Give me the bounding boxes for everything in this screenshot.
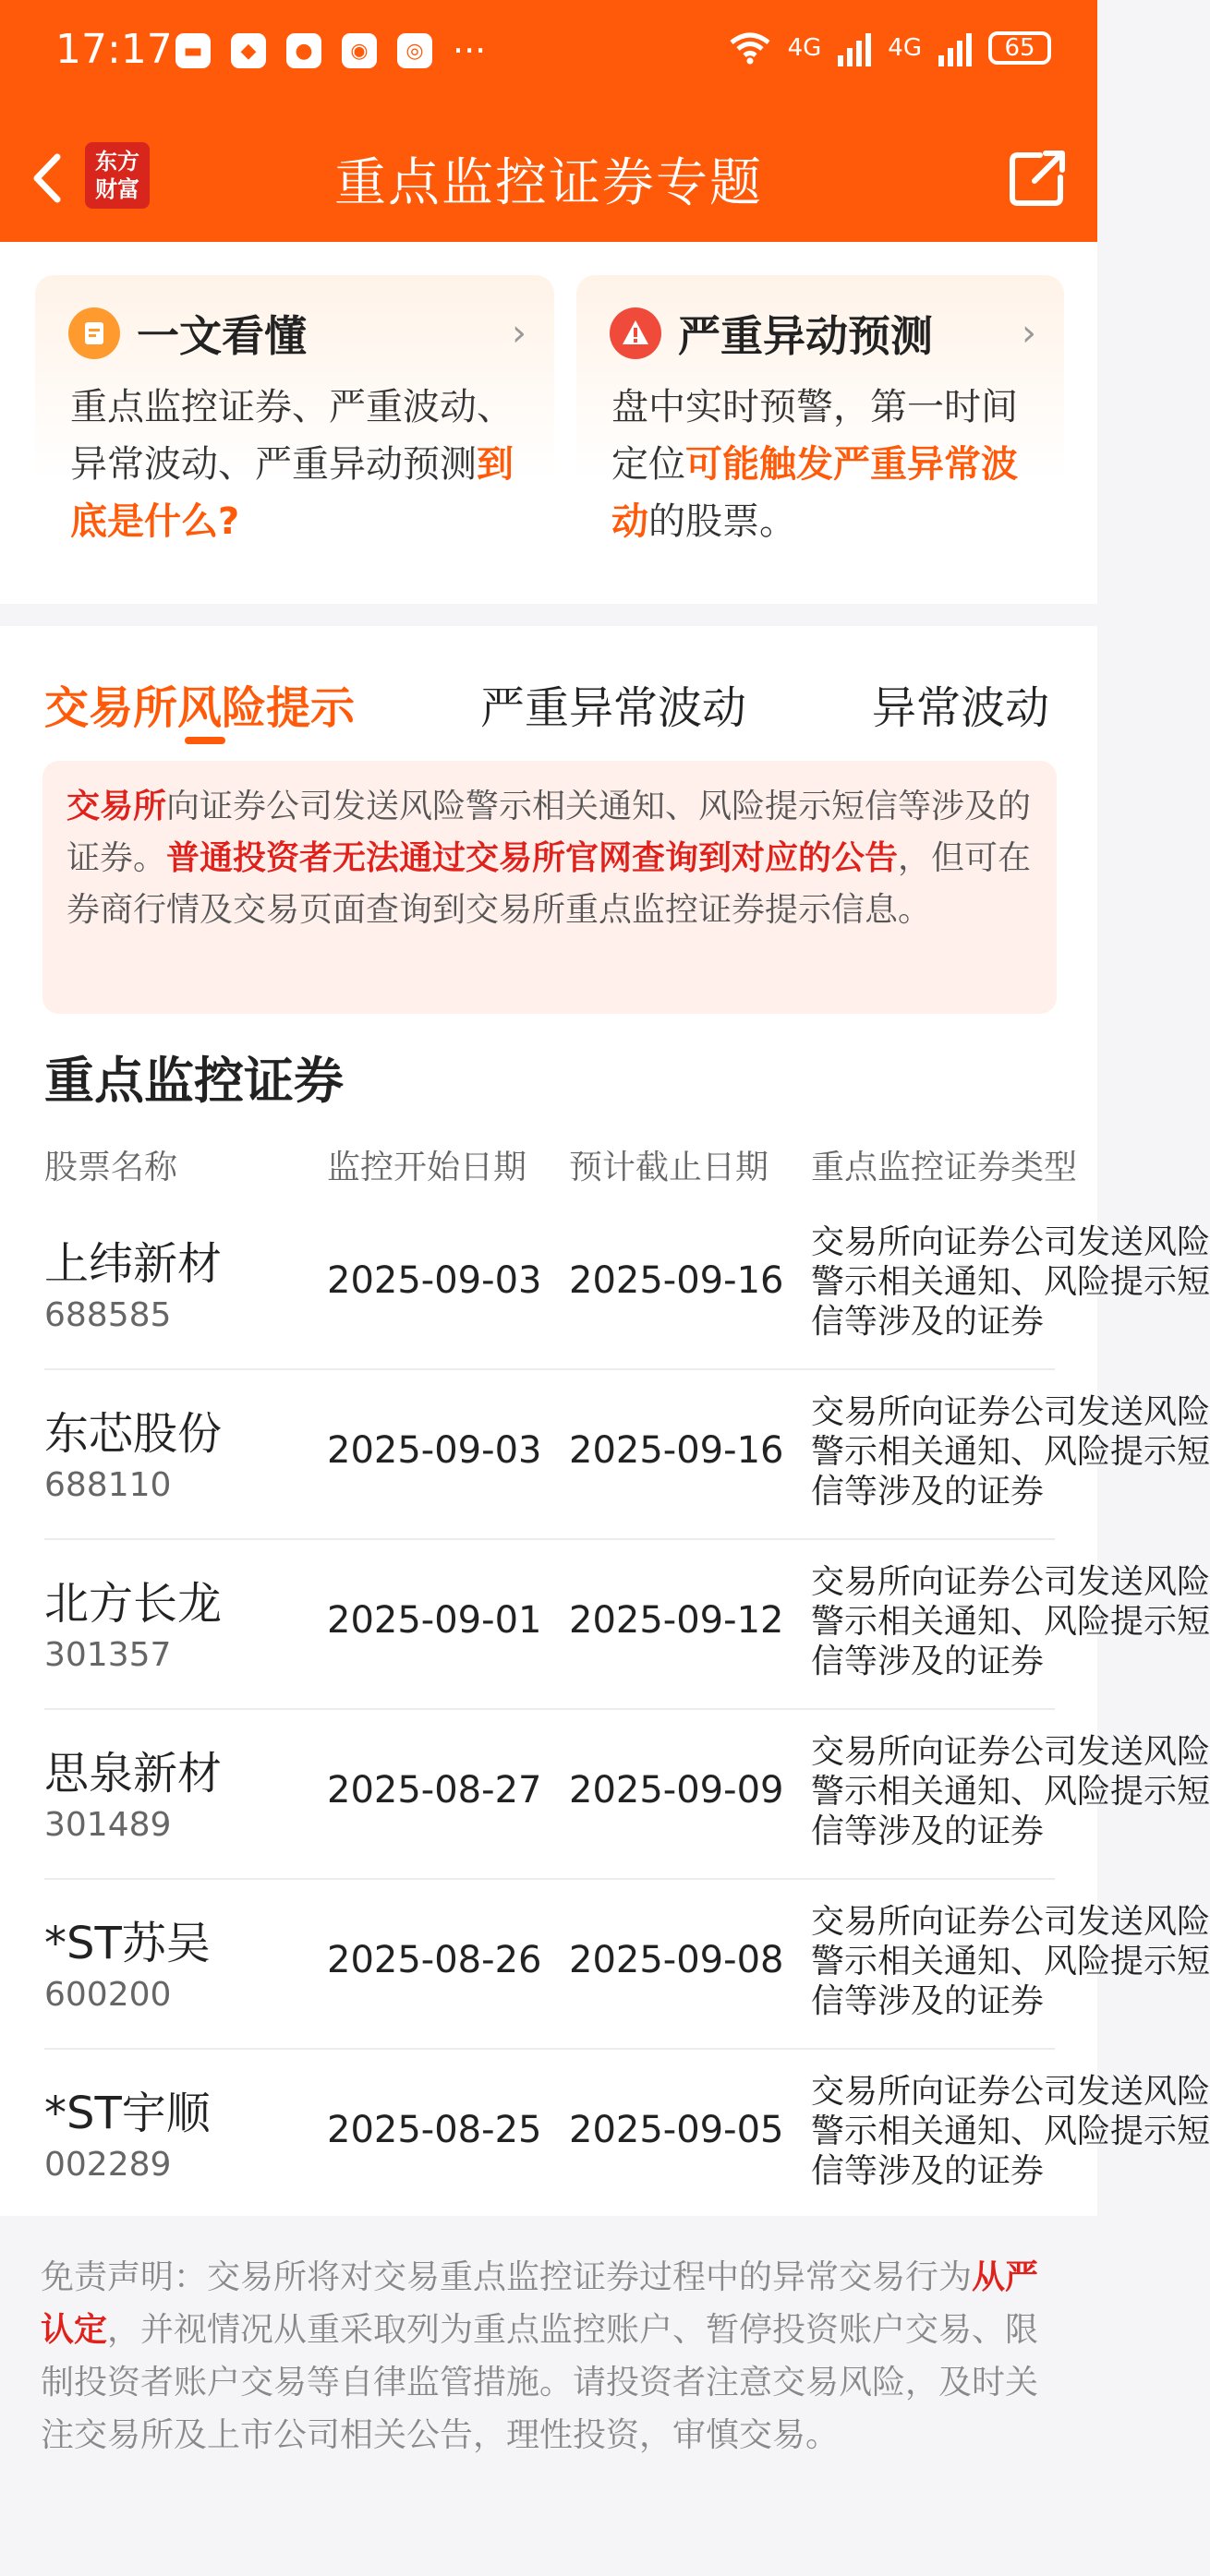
stock-code: 301357 <box>44 1636 172 1674</box>
card-title: 一文看懂 <box>137 311 307 361</box>
monitored-stocks-table <box>44 1125 1210 2218</box>
stock-name: *ST宇顺 <box>44 2088 211 2139</box>
start-date: 2025-09-01 <box>327 1599 542 1642</box>
stock-name: 北方长龙 <box>44 1578 223 1630</box>
card-description: 盘中实时预警，第一时间定位可能触发严重异常波动的股票。 <box>611 386 1018 543</box>
start-date: 2025-08-26 <box>327 1939 542 1981</box>
start-date: 2025-08-25 <box>327 2109 542 2151</box>
chevron-right-icon: › <box>512 312 526 355</box>
tab-severe-abnormal[interactable]: 严重异常波动 <box>480 682 747 734</box>
card-description: 重点监控证券、严重波动、异常波动、严重异动预测到底是什么? <box>70 386 514 543</box>
feature-cards <box>0 242 1097 604</box>
table-header <box>44 1125 1078 1200</box>
header-start-date: 监控开始日期 <box>327 1149 527 1186</box>
status-time: 17:17 <box>55 26 173 73</box>
start-date: 2025-09-03 <box>327 1429 542 1472</box>
chevron-right-icon: › <box>1022 312 1036 355</box>
tab-abnormal[interactable]: 异常波动 <box>872 682 1050 734</box>
status-bar <box>0 0 1097 109</box>
notification-target-icon: ◎ <box>397 33 432 68</box>
card-prediction[interactable] <box>576 275 1064 571</box>
table-row[interactable] <box>44 1540 1210 1710</box>
document-icon <box>68 307 120 359</box>
wifi-icon <box>729 31 771 65</box>
monitor-type: 交易所向证券公司发送风险 警示相关通知、风险提示短 信等涉及的证券 <box>811 1563 1210 1680</box>
main-content <box>0 626 1210 2216</box>
section-title: 重点监控证券 <box>44 1052 344 1110</box>
stock-code: 688585 <box>44 1296 172 1334</box>
notification-shield-icon: ◆ <box>231 33 266 68</box>
table-row[interactable] <box>44 1370 1210 1540</box>
monitor-type: 交易所向证券公司发送风险 警示相关通知、风险提示短 信等涉及的证券 <box>811 1903 1210 2020</box>
stock-code: 600200 <box>44 1976 172 2014</box>
network-label-2: 4G <box>888 34 922 62</box>
battery-icon: 65 <box>988 31 1051 65</box>
stock-code: 301489 <box>44 1806 172 1844</box>
header-type: 重点监控证券类型 <box>811 1149 1078 1186</box>
notification-bank-icon: ● <box>286 33 321 68</box>
nav-bar <box>0 109 1097 242</box>
monitor-type: 交易所向证券公司发送风险 警示相关通知、风险提示短 信等涉及的证券 <box>811 2073 1210 2190</box>
signal-icon-2 <box>938 30 972 66</box>
table-row[interactable] <box>44 1200 1210 1370</box>
monitor-type: 交易所向证券公司发送风险 警示相关通知、风险提示短 信等涉及的证券 <box>811 1223 1210 1341</box>
card-explainer[interactable] <box>35 275 554 571</box>
table-row[interactable] <box>44 1880 1210 2050</box>
status-indicators <box>729 30 1051 66</box>
stock-code: 002289 <box>44 2146 172 2184</box>
header <box>0 0 1097 242</box>
network-label-1: 4G <box>787 34 822 62</box>
alert-icon <box>610 307 661 359</box>
header-stock-name: 股票名称 <box>44 1149 178 1186</box>
table-row[interactable] <box>44 2050 1210 2218</box>
stock-code: 688110 <box>44 1466 172 1504</box>
disclaimer: 免责声明：交易所将对交易重点监控证券过程中的异常交易行为从严认定，并视情况从重采取列为重点监控账户、暂停投资账户交易、限制投资者账户交易等自律监管措施。请投资者注意交易风险，及时关注交易所及上市公司相关公告，理性投资，审慎交易。 <box>41 2258 1039 2454</box>
stock-name: 东芯股份 <box>44 1408 223 1460</box>
page-title: 重点监控证券专题 <box>334 153 763 213</box>
end-date: 2025-09-16 <box>569 1259 784 1302</box>
table-row[interactable] <box>44 1710 1210 1880</box>
tab-bar <box>0 644 1097 746</box>
active-tab-indicator <box>185 737 225 744</box>
end-date: 2025-09-09 <box>569 1769 784 1812</box>
monitor-type: 交易所向证券公司发送风险 警示相关通知、风险提示短 信等涉及的证券 <box>811 1393 1210 1511</box>
tab-exchange-risk[interactable]: 交易所风险提示 <box>44 682 356 734</box>
stock-name: 思泉新材 <box>44 1748 223 1800</box>
start-date: 2025-09-03 <box>327 1259 542 1302</box>
header-end-date: 预计截止日期 <box>569 1149 769 1186</box>
monitor-type: 交易所向证券公司发送风险 警示相关通知、风险提示短 信等涉及的证券 <box>811 1733 1210 1850</box>
card-title: 严重异动预测 <box>678 311 933 361</box>
stock-name: 上纬新材 <box>44 1238 223 1290</box>
end-date: 2025-09-12 <box>569 1599 784 1642</box>
status-notification-icons <box>175 30 487 71</box>
risk-notice: 交易所向证券公司发送风险警示相关通知、风险提示短信等涉及的证券。普通投资者无法通过交易所官网查询到对应的公告，但可在券商行情及交易页面查询到交易所重点监控证券提示信息。 <box>42 761 1057 1014</box>
end-date: 2025-09-05 <box>569 2109 784 2151</box>
share-icon[interactable] <box>1005 146 1070 211</box>
notification-app-icon: ▬ <box>175 33 211 68</box>
more-notifications-icon: ··· <box>453 30 487 71</box>
end-date: 2025-09-16 <box>569 1429 784 1472</box>
signal-icon <box>838 30 871 66</box>
stock-name: *ST苏吴 <box>44 1918 211 1969</box>
end-date: 2025-09-08 <box>569 1939 784 1981</box>
notification-pay-icon: ◉ <box>342 33 377 68</box>
app-logo: 东方 财富 <box>85 142 150 209</box>
start-date: 2025-08-27 <box>327 1769 542 1812</box>
